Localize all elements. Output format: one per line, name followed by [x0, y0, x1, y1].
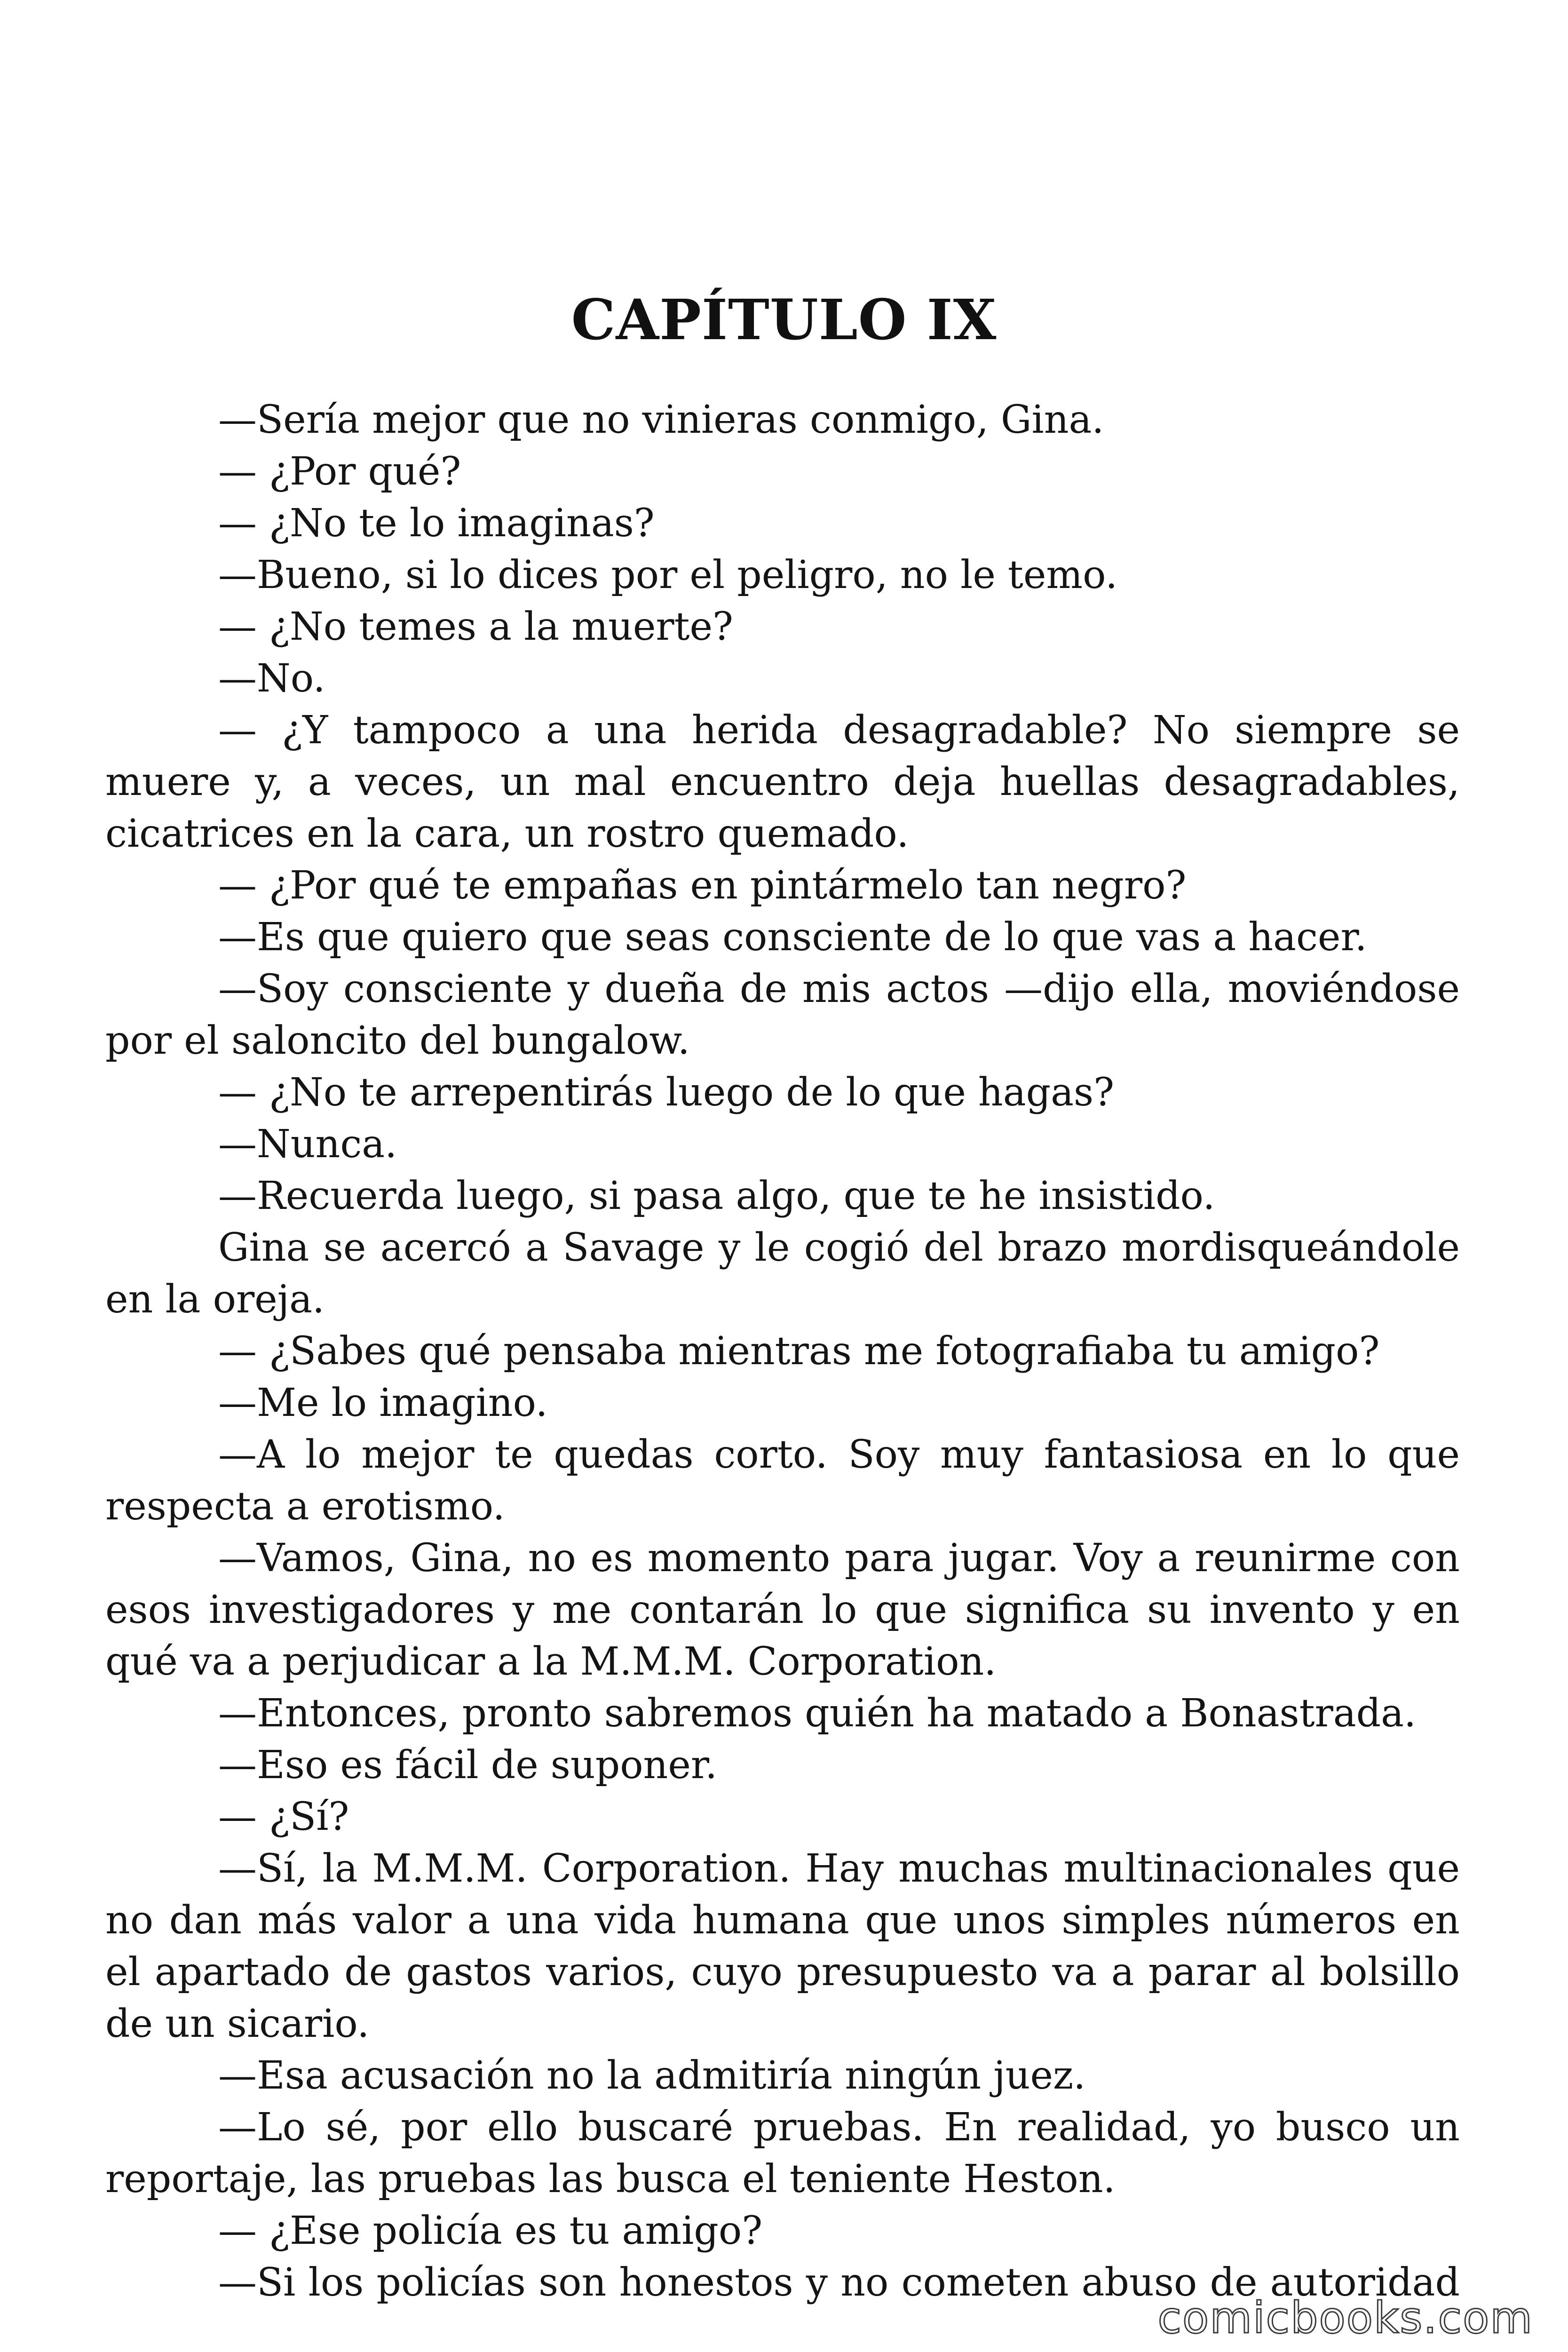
- paragraph: — ¿Y tampoco a una herida desagradable? No siempre se muere y, a veces, un mal encuentro deja huellas desagradables, cicatrices en la cara, un rostro quemado.: [105, 708, 1460, 856]
- paragraph: —No.: [218, 656, 325, 701]
- paragraph: —Nunca.: [218, 1122, 397, 1167]
- paragraph: — ¿Sí?: [218, 1795, 349, 1839]
- watermark-text: comicbooks.com: [1157, 2293, 1533, 2343]
- chapter-title: CAPÍTULO IX: [571, 287, 997, 352]
- paragraph: — ¿No te arrepentirás luego de lo que hagas?: [218, 1070, 1115, 1115]
- paragraph: —Soy consciente y dueña de mis actos —dijo ella, moviéndose por el saloncito del bungalow.: [105, 967, 1460, 1063]
- paragraph: — ¿No te lo imaginas?: [218, 501, 655, 546]
- paragraph: —Bueno, si lo dices por el peligro, no le temo.: [218, 553, 1118, 597]
- paragraph: —Es que quiero que seas consciente de lo que vas a hacer.: [218, 915, 1367, 960]
- paragraph: —Me lo imagino.: [218, 1381, 548, 1425]
- paragraph: — ¿No temes a la muerte?: [218, 604, 733, 649]
- paragraph: —Sería mejor que no vinieras conmigo, Gina.: [218, 397, 1104, 442]
- paragraph: —Esa acusación no la admitiría ningún juez.: [218, 2053, 1086, 2098]
- paragraph: — ¿Sabes qué pensaba mientras me fotografiaba tu amigo?: [218, 1329, 1380, 1374]
- paragraph: —Recuerda luego, si pasa algo, que te he insistido.: [218, 1174, 1215, 1218]
- paragraph: —Si los policías son honestos y no cometen abuso de autoridad: [218, 2260, 1460, 2305]
- paragraph: —Lo sé, por ello buscaré pruebas. En realidad, yo busco un reportaje, las pruebas las busca el teniente Heston.: [105, 2105, 1460, 2201]
- paragraph: —Sí, la M.M.M. Corporation. Hay muchas multinacionales que no dan más valor a una vida humana que unos simples números en el apartado de gastos varios, cuyo presupuesto va a parar al bolsillo de un sicario.: [105, 1846, 1460, 2046]
- paragraph: —Eso es fácil de suponer.: [218, 1743, 718, 1788]
- chapter-body: [105, 394, 1460, 2309]
- paragraph: — ¿Por qué?: [218, 449, 461, 494]
- paragraph: — ¿Ese policía es tu amigo?: [218, 2209, 763, 2253]
- paragraph: — ¿Por qué te empañas en pintármelo tan negro?: [218, 863, 1187, 908]
- paragraph: —Entonces, pronto sabremos quién ha matado a Bonastrada.: [218, 1691, 1417, 1736]
- paragraph: —A lo mejor te quedas corto. Soy muy fantasiosa en lo que respecta a erotismo.: [105, 1432, 1460, 1529]
- paragraph: —Vamos, Gina, no es momento para jugar. Voy a reunirme con esos investigadores y me contarán lo que significa su invento y en qué va a perjudicar a la M.M.M. Corporation.: [105, 1536, 1460, 1684]
- paragraph: Gina se acercó a Savage y le cogió del brazo mordisqueándole en la oreja.: [105, 1225, 1460, 1322]
